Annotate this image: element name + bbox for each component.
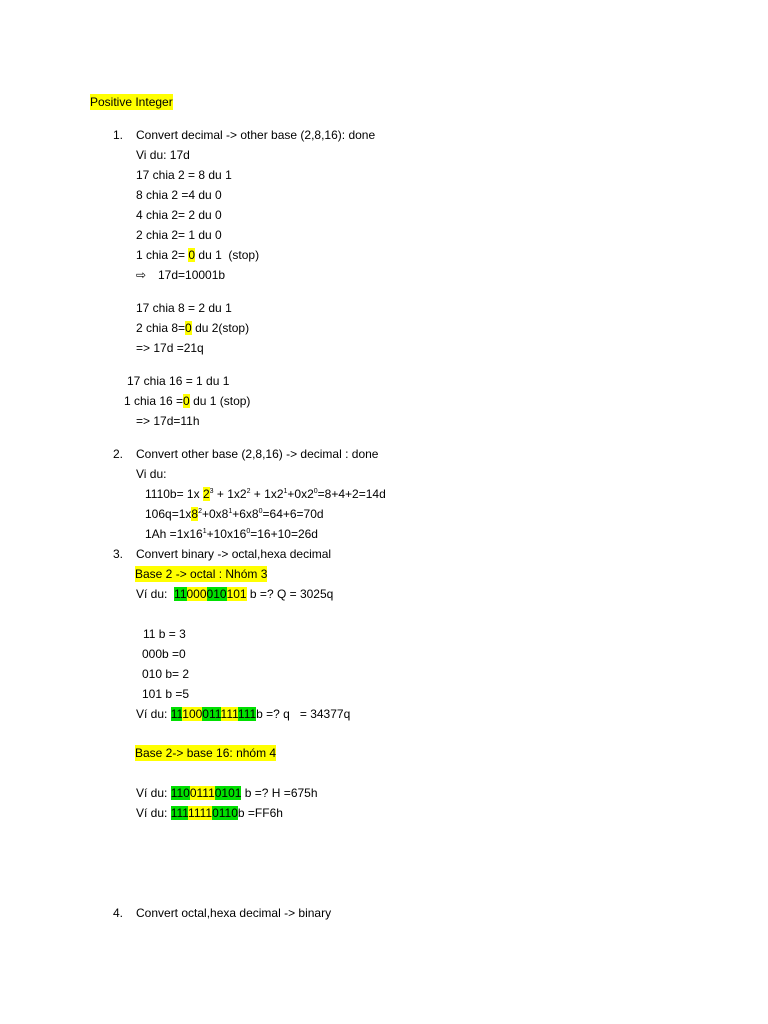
section-2-line: $106q=1x8^2+0x8^1+6x8^0=64+6=70d$	[145, 507, 324, 521]
section-3-line: Ví du: 11111110110b =FF6h	[136, 806, 283, 820]
section-1-line: 4 chia 2= 2 du 0	[136, 208, 222, 222]
section-3-line: 000b =0	[142, 647, 186, 661]
section-1-line: 17 chia 2 = 8 du 1	[136, 168, 232, 182]
section-3-line: 11 b = 3	[143, 627, 186, 641]
section-3-line: Ví du: 11001110101 b =? H =675h	[136, 786, 318, 800]
section-1-line: 17 chia 8 = 2 du 1	[136, 301, 232, 315]
section-1-result: => 17d =21q	[136, 341, 204, 355]
section-3-line: Ví du: 11000010101 b =? Q = 3025q	[136, 587, 334, 601]
section-4-heading: Convert octal,hexa decimal -> binary	[136, 906, 332, 920]
page-title: Positive Integer	[90, 95, 173, 109]
section-3-subheading: Base 2 -> octal : Nhóm 3	[135, 567, 268, 581]
section-3-line: 101 b =5	[142, 687, 190, 701]
section-1-line: 2 chia 2= 1 du 0	[136, 228, 222, 242]
section-2-line: $1Ah =1x16^1+10x16^0=16+10=26d$	[145, 527, 318, 541]
section-3-subheading: Base 2-> base 16: nhóm 4	[135, 746, 277, 760]
section-1-heading: Convert decimal -> other base (2,8,16): done	[136, 128, 376, 142]
section-2-line: 1110b= 1x $2^3 + 1x2^2 + 1x2^1+0x2^0=8+4+2=14d$	[145, 487, 386, 501]
section-4-number: 4.	[113, 906, 124, 920]
section-1-number: 1.	[113, 128, 124, 142]
section-1-result: 17d=10001b	[158, 268, 226, 282]
section-2-example: Vi du:	[136, 467, 167, 481]
section-3-number: 3.	[113, 547, 124, 561]
section-1-line: 1 chia 16 =0 du 1 (stop)	[124, 394, 251, 408]
section-1-result: => 17d=11h	[136, 414, 200, 428]
section-1-line: 2 chia 8=0 du 2(stop)	[136, 321, 250, 335]
section-3-line: 010 b= 2	[142, 667, 190, 681]
arrow-right-icon: ⇨	[136, 268, 147, 282]
section-1-line: 17 chia 16 = 1 du 1	[127, 374, 230, 388]
section-1-line: 1 chia 2= 0 du 1 (stop)	[136, 248, 260, 262]
section-1-line: 8 chia 2 =4 du 0	[136, 188, 222, 202]
section-3-line: Ví du: 11100011111111b =? q = 34377q	[136, 707, 351, 721]
section-2-number: 2.	[113, 447, 124, 461]
section-1-example: Vi du: 17d	[136, 148, 190, 162]
section-2-heading: Convert other base (2,8,16) -> decimal : done	[136, 447, 379, 461]
section-3-heading: Convert binary -> octal,hexa decimal	[136, 547, 332, 561]
